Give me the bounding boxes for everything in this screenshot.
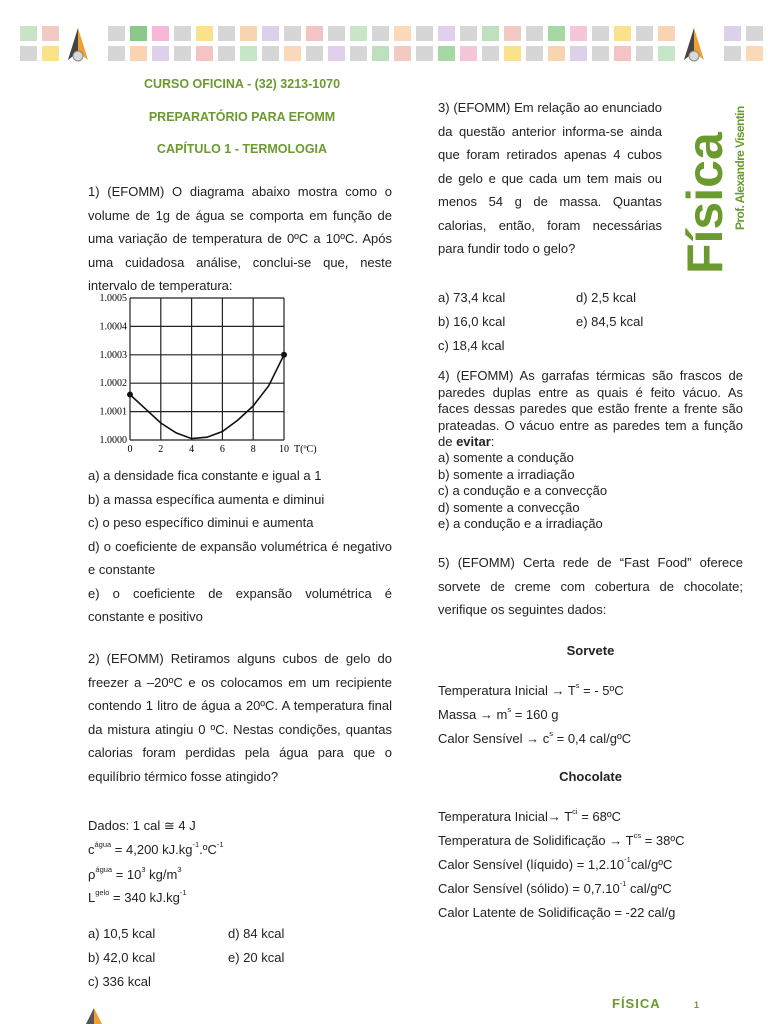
q1-chart <box>84 292 317 462</box>
header-color-square <box>724 26 741 41</box>
q2-rho-val: = 10 <box>112 867 142 882</box>
header-color-square <box>152 26 169 41</box>
q4-option-a: a) somente a condução <box>438 450 574 465</box>
sorvete-item-label: Massa → m <box>438 707 508 722</box>
header-strip <box>0 18 768 66</box>
series-start-point <box>127 392 133 398</box>
q4-option-b: b) somente a irradiação <box>438 466 575 482</box>
header-color-square <box>504 26 521 41</box>
header-color-square <box>416 46 433 61</box>
header-color-square <box>174 46 191 61</box>
header-color-square <box>306 46 323 61</box>
page-number: 1 <box>694 1000 700 1010</box>
sorvete-item-label: Calor Sensível → c <box>438 731 550 746</box>
series-end-point <box>281 352 287 358</box>
header-color-square <box>42 26 59 41</box>
q5-text: 5) (EFOMM) Certa rede de “Fast Food” oferece sorvete de creme com cobertura de chocolate; verifique os seguintes dados: <box>438 555 743 617</box>
header-color-square <box>108 46 125 61</box>
q2-rho-exp2: 3 <box>177 865 182 874</box>
header-color-square <box>548 46 565 61</box>
header-color-square <box>460 26 477 41</box>
q2-option-a: a) 10,5 kcal <box>88 926 156 941</box>
q4-option-c: c) a condução e a convecção <box>438 483 608 498</box>
q2-c-val: = 4,200 kJ.kg <box>111 842 193 857</box>
header-color-square <box>20 46 37 61</box>
q1-option-c: c) o peso específico diminui e aumenta <box>88 515 314 530</box>
header-color-square <box>394 46 411 61</box>
q3-option-b: b) 16,0 kcal <box>438 314 506 329</box>
q2-c-exp2: -1 <box>216 840 224 849</box>
chocolate-item-label: Calor Latente de Solidificação = -22 cal/g <box>438 905 676 920</box>
chocolate-item-value: = 38ºC <box>641 833 685 848</box>
q5-sorvete-title: Sorvete <box>566 643 615 658</box>
sorvete-item <box>438 679 743 703</box>
footer-logo-icon <box>80 1006 108 1024</box>
compass-logo-icon-right <box>680 26 708 64</box>
q2-option-d: d) 84 kcal <box>228 926 285 941</box>
subject-tab-graphic <box>677 106 750 280</box>
course-title: CURSO OFICINA - (32) 3213-1070 <box>143 77 341 91</box>
q2-c-sub: água <box>94 840 112 849</box>
header-color-square <box>372 46 389 61</box>
header-color-square <box>130 26 147 41</box>
q4-options <box>438 450 743 533</box>
header-color-square <box>438 46 455 61</box>
x-tick-label: 10 <box>279 444 289 455</box>
q3-option-e: e) 84,5 kcal <box>576 314 644 329</box>
q3-text: 3) (EFOMM) Em relação ao enunciado da questão anterior informa-se ainda que foram retirados apenas 4 cubos de gelo e que cada um tem mais ou menos 54 g de massa. Quantas calorias, então, foram necessárias para fundir todo o gelo? <box>438 100 662 256</box>
chocolate-item-value: = 68ºC <box>577 809 621 824</box>
header-color-square <box>196 26 213 41</box>
header-color-square <box>328 26 345 41</box>
header-color-square <box>746 46 763 61</box>
header-color-square <box>372 26 389 41</box>
compass-logo-icon <box>64 26 92 64</box>
q1-option-a: a) a densidade fica constante e igual a 1 <box>88 468 322 483</box>
header-color-square <box>614 26 631 41</box>
header-color-square <box>592 46 609 61</box>
q2-l-exp: -1 <box>179 888 187 897</box>
q2-c-symbol: c <box>88 842 95 857</box>
q2-rho-exp: 3 <box>141 865 146 874</box>
series-line <box>130 355 284 439</box>
header-color-square <box>328 46 345 61</box>
sorvete-item-value: = - 5ºC <box>579 683 624 698</box>
footer-subject: FÍSICA <box>612 996 661 1011</box>
subject-tab <box>677 106 750 280</box>
header-color-square <box>196 46 213 61</box>
q1-option-d: d) o coeficiente de expansão volumétrica é negativo e constante <box>88 538 392 577</box>
y-tick-label: 1.0003 <box>99 349 127 361</box>
header-color-square <box>350 46 367 61</box>
chocolate-item-sup: -1 <box>619 879 627 888</box>
q2-c-line <box>88 836 392 864</box>
chocolate-item-label: Calor Sensível (líquido) = 1,2.10 <box>438 857 625 872</box>
header-color-square <box>746 26 763 41</box>
header-color-square <box>306 26 323 41</box>
q3-option-d: d) 2,5 kcal <box>576 290 636 305</box>
sorvete-item-sup: s <box>507 705 512 714</box>
sorvete-item-value: = 0,4 cal/gºC <box>553 731 632 746</box>
q1-text: 1) (EFOMM) O diagrama abaixo mostra como o volume de 1g de água se comporta em função de uma variação de temperatura de 0ºC a 10ºC. Após uma cuidadosa análise, conclui-se que, neste intervalo de temperatura: <box>88 184 392 293</box>
header-color-square <box>218 46 235 61</box>
q4-text-after: : <box>490 434 495 449</box>
q1-option-b: b) a massa específica aumenta e diminui <box>88 491 325 507</box>
sorvete-item <box>438 703 743 727</box>
header-color-square <box>482 46 499 61</box>
q5-chocolate-list <box>438 805 743 925</box>
header-color-square <box>350 26 367 41</box>
header-color-square <box>658 26 675 41</box>
q3-option-a: a) 73,4 kcal <box>438 290 506 305</box>
chocolate-item <box>438 829 743 853</box>
q1-options <box>88 464 392 629</box>
header-color-square <box>416 26 433 41</box>
q2-option-b: b) 42,0 kcal <box>88 950 156 965</box>
q5-chocolate-title: Chocolate <box>559 769 622 784</box>
q2-data <box>88 816 392 910</box>
q4-option-e: e) a condução e a irradiação <box>438 516 603 531</box>
q2-text: 2) (EFOMM) Retiramos alguns cubos de gelo do freezer a –20ºC e os colocamos em um recipiente contendo 1 litro de água a 20ºC. A temperatura final da mistura atingiu 0 ºC. Nestas condições, quantas calorias foram perdidas pela água para que o equilíbrio térmico fosse atingido? <box>88 651 392 784</box>
chocolate-item-sup: ci <box>572 807 578 816</box>
chocolate-item-value: cal/gºC <box>630 857 673 872</box>
header-color-square <box>504 46 521 61</box>
q4-option-d: d) somente a convecção <box>438 499 580 515</box>
header-color-square <box>658 46 675 61</box>
header-color-square <box>218 26 235 41</box>
header-color-square <box>460 46 477 61</box>
header-color-square <box>240 46 257 61</box>
header-color-square <box>284 26 301 41</box>
chocolate-item-label: Temperatura de Solidificação → T <box>438 833 634 848</box>
chocolate-item-sup: cs <box>633 831 642 840</box>
header-color-square <box>724 46 741 61</box>
x-tick-label: 4 <box>189 444 195 455</box>
header-color-square <box>284 46 301 61</box>
q4-text <box>438 368 743 451</box>
y-tick-label: 1.0000 <box>99 435 127 446</box>
header-color-square <box>130 46 147 61</box>
q2-c-mid: .ºC <box>199 842 217 857</box>
q5-sorvete-list <box>438 679 743 751</box>
chocolate-item <box>438 877 743 901</box>
q2-option-e: e) 20 kcal <box>228 950 285 965</box>
header-color-square <box>636 46 653 61</box>
chocolate-item-label: Temperatura Inicial→ T <box>438 809 573 824</box>
q4-text-bold: evitar <box>456 434 491 449</box>
header-color-square <box>548 26 565 41</box>
header-color-square <box>570 46 587 61</box>
q2-l-symbol: L <box>88 890 96 905</box>
header-color-square <box>152 46 169 61</box>
subject-tab-small: Prof. Alexandre Visentin <box>733 106 747 230</box>
chocolate-item-sup: -1 <box>624 855 631 864</box>
header-color-square <box>42 46 59 61</box>
sorvete-item-value: = 160 g <box>511 707 559 722</box>
x-tick-label: 6 <box>219 444 225 455</box>
header-color-square <box>262 26 279 41</box>
q2-l-line <box>88 886 392 910</box>
header-color-square <box>20 26 37 41</box>
header-color-square <box>394 26 411 41</box>
q4-text-before: 4) (EFOMM) As garrafas térmicas são frascos de paredes duplas entre as quais é feito vácuo. As faces dessas paredes que estão frente a frente são prateadas. O vácuo entre as paredes tem a função de <box>438 368 743 449</box>
header-color-square <box>438 26 455 41</box>
subject-tab-big: Física <box>677 132 733 274</box>
header-color-square <box>614 46 631 61</box>
sorvete-item-label: Temperatura Inicial → T <box>438 683 576 698</box>
course-subtitle: PREPARATÓRIO PARA EFOMM <box>148 110 336 124</box>
y-tick-label: 1.0001 <box>99 406 127 418</box>
y-tick-label: 1.0002 <box>99 378 127 390</box>
header-color-square <box>262 46 279 61</box>
chocolate-item <box>438 901 743 925</box>
q2-rho-unit: kg/m <box>145 867 178 882</box>
header-color-square <box>108 26 125 41</box>
q2-l-sub: gelo <box>95 888 110 897</box>
sorvete-item-sup: s <box>575 681 580 690</box>
sorvete-item-sup: s <box>549 729 554 738</box>
q3-option-c: c) 18,4 kcal <box>438 338 505 353</box>
y-tick-label: 1.0004 <box>99 321 127 333</box>
q1-option-e: e) o coeficiente de expansão volumétrica é constante e positivo <box>88 585 392 624</box>
x-axis-label: T(ºC) <box>294 444 317 455</box>
header-color-square <box>482 26 499 41</box>
header-color-square <box>526 46 543 61</box>
q2-l-val: = 340 kJ.kg <box>109 890 180 905</box>
header-color-square <box>636 26 653 41</box>
q2-rho-line <box>88 864 392 886</box>
q3-options <box>438 286 738 358</box>
chapter-title: CAPÍTULO 1 - TERMOLOGIA <box>156 142 328 156</box>
chocolate-item <box>438 853 743 877</box>
header-color-square <box>240 26 257 41</box>
header-color-square <box>570 26 587 41</box>
y-tick-label: 1.0005 <box>99 293 127 304</box>
chocolate-item-value: cal/gºC <box>626 881 672 896</box>
q2-c-exp1: -1 <box>192 840 200 849</box>
chocolate-item <box>438 805 743 829</box>
x-tick-label: 2 <box>158 444 164 455</box>
header-color-square <box>592 26 609 41</box>
q2-rho-sub: água <box>95 865 113 874</box>
q2-dados: Dados: 1 cal ≅ 4 J <box>88 818 196 833</box>
q2-option-c: c) 336 kcal <box>88 974 151 989</box>
header-color-square <box>526 26 543 41</box>
header-color-square <box>174 26 191 41</box>
chocolate-item-label: Calor Sensível (sólido) = 0,7.10 <box>438 881 620 896</box>
x-tick-label: 0 <box>127 444 133 455</box>
q2-rho-symbol: ρ <box>88 867 96 882</box>
sorvete-item <box>438 727 743 751</box>
x-tick-label: 8 <box>250 444 256 455</box>
